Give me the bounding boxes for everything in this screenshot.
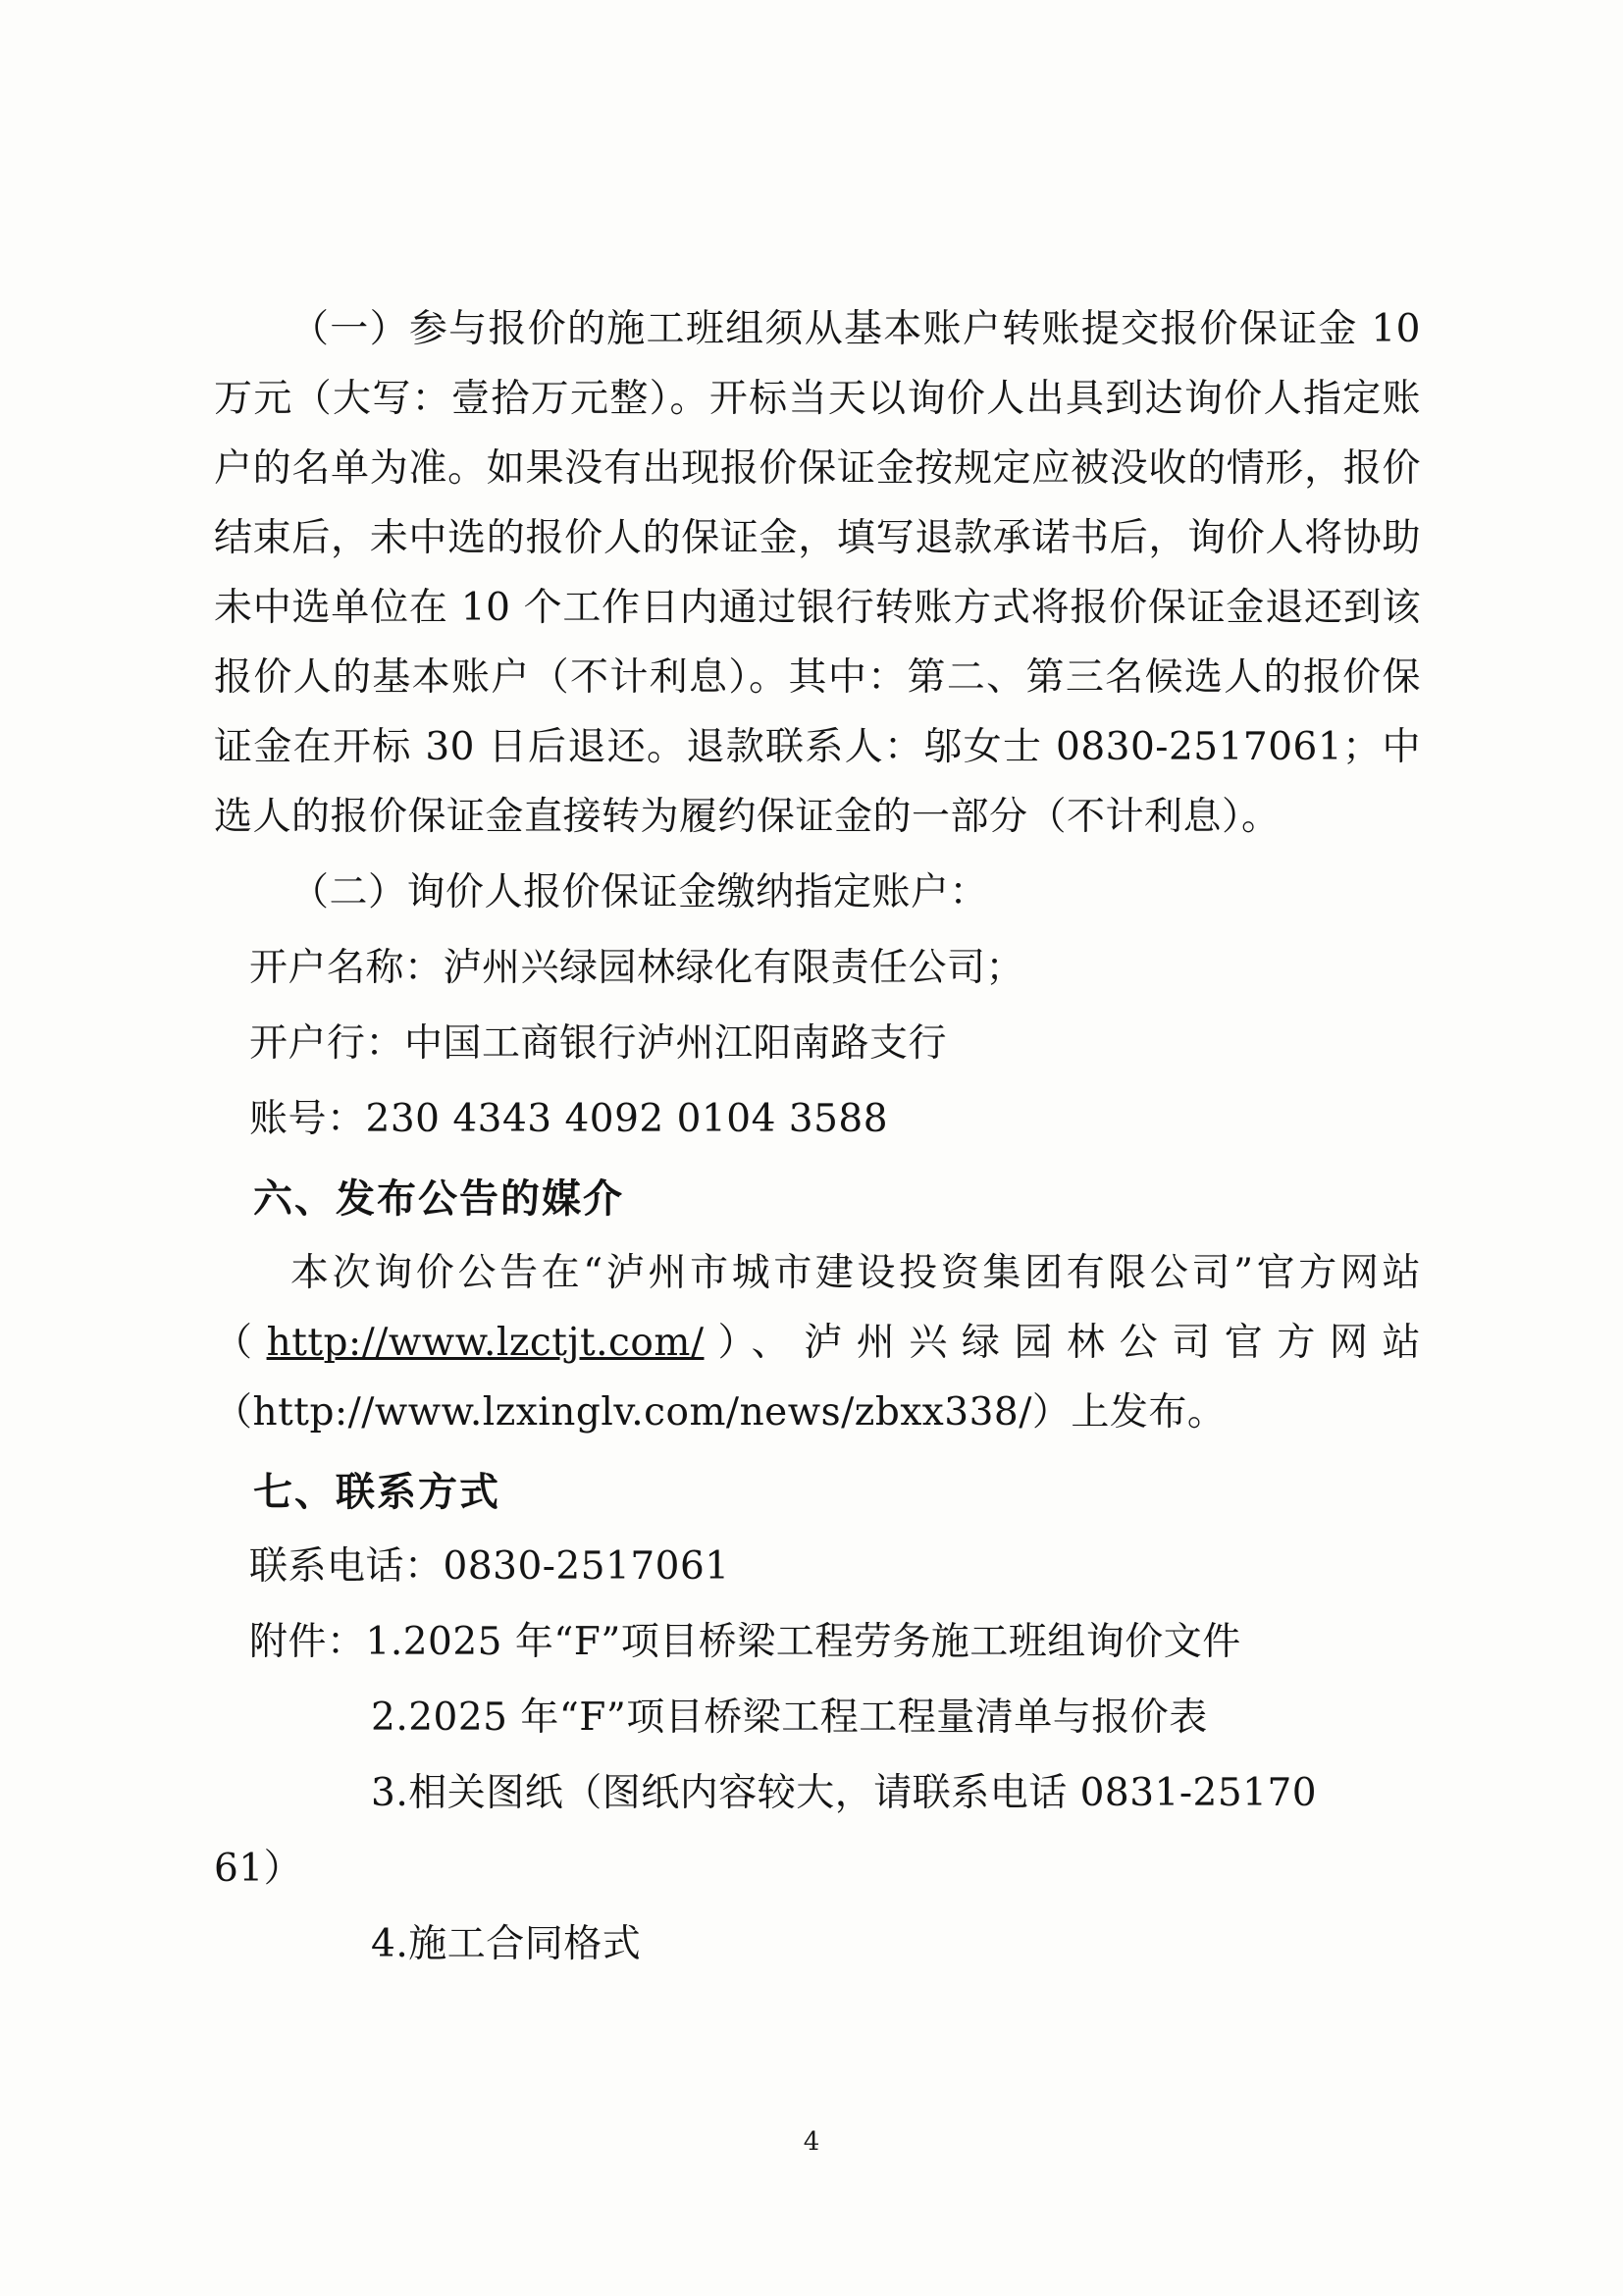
attachment-item-3-continued: 61）: [214, 1847, 303, 1891]
section-heading-seven: 七、联系方式: [253, 1469, 500, 1515]
media-text-prefix-2: （: [214, 1390, 253, 1435]
paragraph-clause-one: （一）参与报价的施工班组须从基本账户转账提交报价保证金 10 万元（大写：壹拾万元整）。开标当天以询价人出具到达询价人指定账户的名单为准。如果没有出现报价保证金按规定应被没收的情形，报价结束后，未中选的报价人的保证金，填写退款承诺书后，询价人将协助未中选单位在 10 个工作日内通过银行转账方式将报价保证金退还到该报价人的基本账户（不计利息）。其中：第二、第三名候选人的报价保证金在开标 30 日后退还。退款联系人：邬女士 0830-2517061；中选人的报价保证金直接转为履约保证金的一部分（不计利息）。: [214, 307, 1421, 839]
account-name-line: 开户名称：泸州兴绿园林绿化有限责任公司；: [249, 946, 1025, 990]
account-bank-line: 开户行：中国工商银行泸州江阳南路支行: [249, 1021, 948, 1066]
attachment-item-4: 4.施工合同格式: [371, 1922, 642, 1966]
media-text-suffix-2: ）上发布。: [1031, 1390, 1227, 1435]
media-text-suffix: ）、泸州兴绿园林公司官方网站: [704, 1321, 1421, 1365]
media-text-prefix: 本次询价公告在“泸州市城市建设投资集团有限公司”官方网站（: [214, 1251, 1421, 1365]
paragraph-clause-two: （二）询价人报价保证金缴纳指定账户：: [290, 870, 989, 914]
contact-phone-line: 联系电话：0830-2517061: [249, 1544, 730, 1589]
section-heading-six: 六、发布公告的媒介: [253, 1175, 624, 1222]
account-number-line: 账号：230 4343 4092 0104 3588: [249, 1097, 889, 1141]
document-body: [214, 294, 1421, 1985]
attachment-item-3: 3.相关图纸（图纸内容较大，请联系电话 0831-25170: [371, 1771, 1318, 1815]
attachment-item-2: 2.2025 年“F”项目桥梁工程工程量清单与报价表: [371, 1696, 1208, 1740]
paragraph-media: [214, 1238, 1421, 1447]
media-link-lzctjt[interactable]: http://www.lzctjt.com/: [266, 1321, 705, 1365]
media-link-lzxinglv[interactable]: http://www.lzxinglv.com/news/zbxx338/: [252, 1390, 1032, 1435]
attachment-item-1: 附件：1.2025 年“F”项目桥梁工程劳务施工班组询价文件: [249, 1620, 1241, 1664]
page-number: 4: [803, 2127, 820, 2157]
